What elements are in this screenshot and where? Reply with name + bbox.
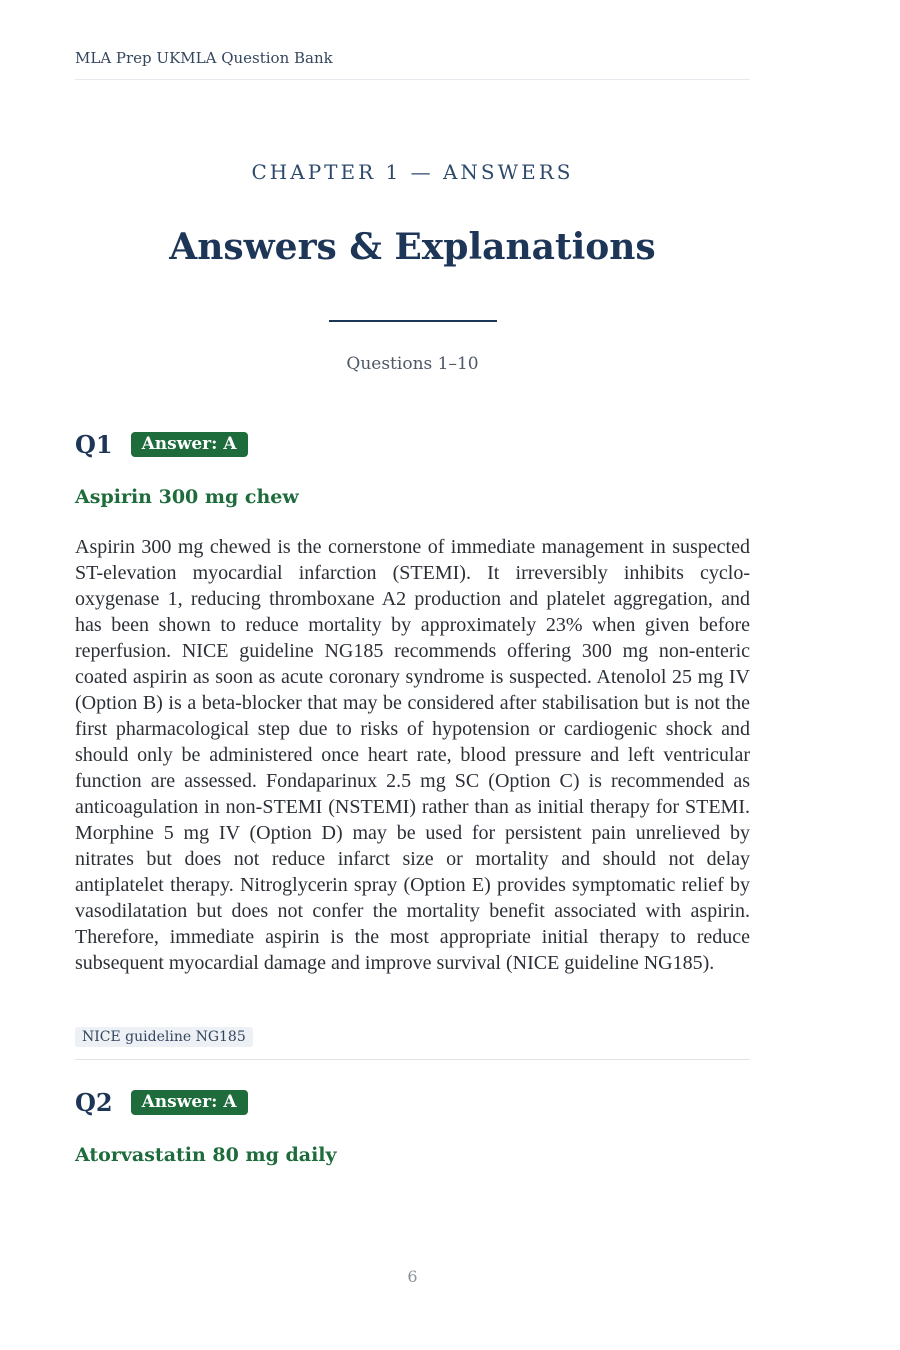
question-header-q2 <box>75 1088 248 1117</box>
question-number: Q2 <box>75 1088 113 1117</box>
reference-tag: NICE guideline NG185 <box>75 1027 253 1047</box>
answer-badge: Answer: A <box>131 432 248 457</box>
question-number: Q1 <box>75 430 113 459</box>
answer-badge: Answer: A <box>131 1090 248 1115</box>
question-header-q1 <box>75 430 248 459</box>
question-divider <box>75 1059 750 1060</box>
answer-explanation: Aspirin 300 mg chewed is the cornerstone of immediate management in suspected ST-elevation myocardial infarction (STEMI). It irreversibly inhibits cyclo-oxygenase 1, reducing thromboxane A2 production and platelet aggregation, and has been shown to reduce mortality by approximately 23% when given before reperfusion. NICE guideline NG185 recommends offering 300 mg non-enteric coated aspirin as soon as acute coronary syndrome is suspected. Atenolol 25 mg IV (Option B) is a beta-blocker that may be considered after stabilisation but is not the first pharmacological step due to risks of hypotension or cardiogenic shock and should only be administered once heart rate, blood pressure and left ventricular function are assessed. Fondaparinux 2.5 mg SC (Option C) is recommended as anticoagulation in non-STEMI (NSTEMI) rather than as initial therapy for STEMI. Morphine 5 mg IV (Option D) may be used for persistent pain unrelieved by nitrates but does not reduce infarct size or mortality and should not delay antiplatelet therapy. Nitroglycerin spray (Option E) provides symptomatic relief by vasodilatation but does not confer the mortality benefit associated with aspirin. Therefore, immediate aspirin is the most appropriate initial therapy to reduce subsequent myocardial damage and improve survival (NICE guideline NG185). <box>75 536 750 974</box>
title-divider <box>329 320 497 322</box>
chapter-label: CHAPTER 1 — ANSWERS <box>251 160 574 184</box>
running-header: MLA Prep UKMLA Question Bank <box>75 49 750 80</box>
answer-title: Atorvastatin 80 mg daily <box>75 1144 337 1166</box>
page-title: Answers & Explanations <box>169 226 656 268</box>
questions-range: Questions 1–10 <box>346 354 479 374</box>
page-number: 6 <box>407 1267 418 1286</box>
answer-title: Aspirin 300 mg chew <box>75 486 299 508</box>
